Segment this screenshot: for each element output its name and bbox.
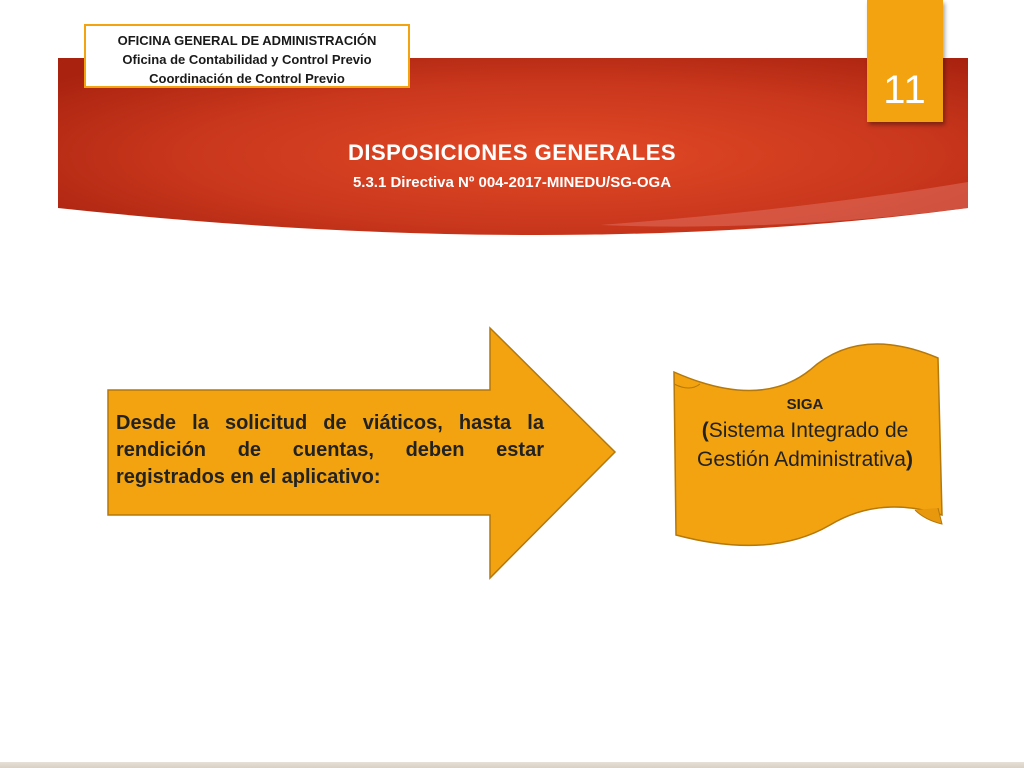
- slide-title: DISPOSICIONES GENERALES: [347, 140, 677, 165]
- office-line-1: OFICINA GENERAL DE ADMINISTRACIÓN: [117, 33, 377, 48]
- siga-full-name-block: [680, 416, 930, 474]
- bottom-divider: [0, 762, 1024, 768]
- office-header-box: [84, 24, 410, 88]
- siga-acronym: SIGA: [786, 396, 824, 413]
- page-number: 11: [883, 68, 927, 112]
- slide-subtitle: 5.3.1 Directiva Nº 004-2017-MINEDU/SG-OGA: [352, 174, 672, 191]
- siga-full-name: Sistema Integrado de Gestión Administrativa: [697, 419, 909, 471]
- siga-label: [680, 394, 930, 474]
- office-line-2: Oficina de Contabilidad y Control Previo: [122, 52, 372, 67]
- scroll-fold-right: [915, 508, 942, 524]
- page-number-tab: [867, 0, 943, 122]
- close-paren: ): [905, 448, 913, 471]
- arrow-statement: Desde la solicitud de viáticos, hasta la rendición de cuentas, deben estar registrados en el aplicativo:: [116, 412, 544, 488]
- office-line-3: Coordinación de Control Previo: [149, 71, 345, 86]
- open-paren: (: [701, 419, 709, 442]
